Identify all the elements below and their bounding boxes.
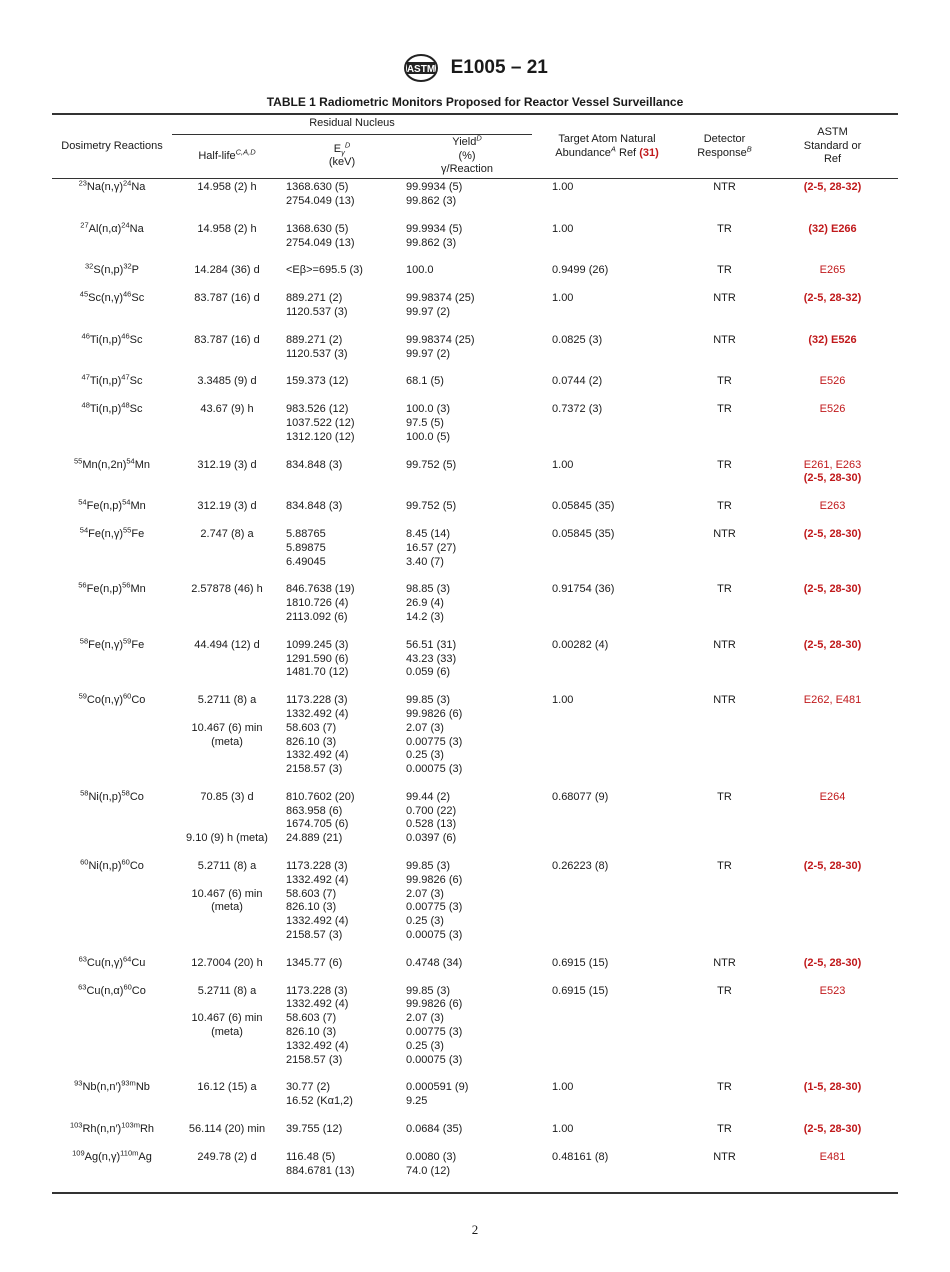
reaction-cell: $^{54}Fe(n,\gamma)^{55}Fe$ <box>79 525 145 540</box>
yield-cell: 0.4748 (34) <box>406 956 463 969</box>
half-life-cell: 43.67 (9) h <box>200 403 254 416</box>
energy-cell: 846.7638 (19) 1810.726 (4) 2113.092 (6) <box>286 583 355 623</box>
detector-cell: TR <box>717 1123 732 1136</box>
detector-cell: NTR <box>713 694 736 707</box>
reaction-cell: $^{58}Fe(n,\gamma)^{59}Fe$ <box>79 636 145 651</box>
astm-ref-cell: (32) E266 <box>808 222 857 235</box>
half-life-cell: 12.7004 (20) h <box>191 956 263 969</box>
yield-cell: 0.0684 (35) <box>406 1123 463 1136</box>
table-row <box>52 459 898 501</box>
reaction-cell: $^{32}S(n,p)^{32}P$ <box>84 261 139 277</box>
half-life-cell: 56.114 (20) min <box>188 1123 266 1136</box>
energy-cell: 889.271 (2) 1120.537 (3) <box>286 292 348 318</box>
reaction-cell: $^{23}Na(n,\gamma)^{24}Na$ <box>78 178 146 194</box>
reaction-cell: $^{63}Cu(n,\alpha)^{60}Co$ <box>78 982 146 997</box>
yield-cell: 99.44 (2) 0.700 (22) 0.528 (13) 0.0397 (6) <box>406 790 457 845</box>
reaction-cell: $^{63}Cu(n,\gamma)^{64}Cu$ <box>78 954 146 969</box>
energy-cell: 39.755 (12) <box>286 1123 343 1136</box>
yield-cell: 56.51 (31) 43.23 (33) 0.059 (6) <box>406 638 457 679</box>
table-row <box>52 375 898 403</box>
reaction-cell: $^{46}Ti(n,p)^{46}Sc$ <box>81 331 143 346</box>
half-life-cell: 70.85 (3) d 9.10 (9) h (meta) <box>186 790 268 845</box>
abundance-cell: 0.7372 (3) <box>552 403 603 416</box>
reaction-cell: $^{27}Al(n,\alpha)^{24}Na$ <box>80 220 144 235</box>
detector-cell: NTR <box>713 956 736 969</box>
yield-cell: 99.85 (3) 99.9826 (6) 2.07 (3) 0.00775 (3) 0.25 (3) 0.00075 (3) <box>406 984 463 1066</box>
table-title: TABLE 1 Radiometric Monitors Proposed for Reactor Vessel Surveillance <box>266 95 684 109</box>
detector-cell: TR <box>717 222 732 235</box>
table-body <box>52 179 898 1194</box>
table-row <box>52 583 898 638</box>
half-life-cell: 2.57878 (46) h <box>191 583 263 596</box>
yield-cell: 98.85 (3) 26.9 (4) 14.2 (3) <box>406 583 451 623</box>
abundance-cell: 0.68077 (9) <box>552 790 609 803</box>
abundance-cell: 1.00 <box>552 458 574 471</box>
yield-cell: 0.000591 (9) 9.25 <box>406 1081 469 1108</box>
energy-cell: 983.526 (12) 1037.522 (12) 1312.120 (12) <box>286 403 355 443</box>
astm-ref-cell: E263 <box>819 500 846 513</box>
energy-cell: 1368.630 (5) 2754.049 (13) <box>286 222 355 249</box>
abundance-cell: 0.05845 (35) <box>552 500 615 513</box>
energy-cell: 1368.630 (5) 2754.049 (13) <box>286 181 355 207</box>
energy-cell: 810.7602 (20) 863.958 (6) 1674.705 (6) 24.889 (21) <box>286 790 355 845</box>
energy-cell: <Eβ>=695.5 (3) <box>286 264 363 277</box>
detector-cell: TR <box>717 500 732 513</box>
yield-cell: 100.0 (3) 97.5 (5) 100.0 (5) <box>406 403 451 443</box>
table-row <box>52 500 898 528</box>
astm-ref-cell: (2-5, 28-30) <box>803 583 862 596</box>
half-life-cell: 5.2711 (8) a 10.467 (6) min (meta) <box>191 860 263 914</box>
yield-cell: 0.0080 (3) 74.0 (12) <box>406 1150 457 1177</box>
reaction-cell: $^{59}Co(n,\gamma)^{60}Co$ <box>78 691 146 707</box>
abundance-cell: 0.6915 (15) <box>552 984 609 997</box>
energy-cell: 834.848 (3) <box>286 458 343 471</box>
reaction-cell: $^{109}Ag(n,\gamma)^{110m}Ag$ <box>72 1148 152 1163</box>
astm-ref-cell: (2-5, 28-30) <box>803 638 862 651</box>
abundance-cell: 0.6915 (15) <box>552 956 609 969</box>
reaction-cell: $^{45}Sc(n,\gamma)^{46}Sc$ <box>79 289 145 305</box>
table-row <box>52 528 898 583</box>
yield-cell: 99.98374 (25) 99.97 (2) <box>406 292 475 318</box>
col-energy: $E_\gamma^D$ (keV) <box>328 140 356 169</box>
half-life-cell: 2.747 (8) a <box>200 527 254 540</box>
abundance-cell: 0.9499 (26) <box>552 264 609 277</box>
detector-cell: TR <box>717 375 732 388</box>
astm-ref-cell: (32) E526 <box>808 333 857 346</box>
detector-cell: NTR <box>713 292 736 305</box>
detector-cell: TR <box>717 264 732 277</box>
table-row <box>52 1081 898 1123</box>
reaction-cell: $^{103}Rh(n,n')^{103m}Rh$ <box>69 1120 155 1136</box>
detector-cell: NTR <box>713 638 736 651</box>
abundance-cell: 1.00 <box>552 694 574 707</box>
table-row <box>52 334 898 376</box>
detector-cell: TR <box>717 583 732 596</box>
table-row <box>52 223 898 265</box>
col-astm-standard: ASTM Standard or Ref <box>803 125 862 166</box>
table-row <box>52 791 898 860</box>
table-row <box>52 860 898 957</box>
reaction-cell: $^{60}Ni(n,p)^{60}Co$ <box>80 857 144 873</box>
astm-ref-cell: (2-5, 28-30) <box>803 956 862 969</box>
col-yield: Yield$^D$ (%) γ/Reaction <box>441 133 493 176</box>
astm-ref-cell: E526 <box>819 375 846 388</box>
energy-cell: 834.848 (3) <box>286 500 343 513</box>
detector-cell: TR <box>717 984 732 997</box>
table-row <box>52 957 898 985</box>
abundance-cell: 1.00 <box>552 1081 574 1094</box>
table-row <box>52 403 898 458</box>
yield-cell: 99.85 (3) 99.9826 (6) 2.07 (3) 0.00775 (3) 0.25 (3) 0.00075 (3) <box>406 860 463 942</box>
half-life-cell: 14.958 (2) h <box>197 222 257 235</box>
astm-ref-cell: E523 <box>819 984 846 997</box>
reaction-cell: $^{93}Nb(n,n')^{93m}Nb$ <box>74 1078 150 1094</box>
reaction-cell: $^{56}Fe(n,p)^{56}Mn$ <box>78 580 146 596</box>
document-id: E1005 – 21 <box>450 57 548 78</box>
astm-ref-cell: E526 <box>819 403 846 416</box>
astm-ref-cell: (2-5, 28-32) <box>803 292 862 305</box>
abundance-cell: 1.00 <box>552 181 574 194</box>
radiometric-monitors-table <box>52 113 898 1194</box>
reaction-cell: $^{48}Ti(n,p)^{48}Sc$ <box>81 400 143 416</box>
col-detector-response: Detector Response$^B$ <box>697 132 752 159</box>
table-row <box>52 1123 898 1151</box>
astm-ref-cell: (1-5, 28-30) <box>803 1081 862 1094</box>
yield-cell: 68.1 (5) <box>406 375 444 388</box>
half-life-cell: 5.2711 (8) a 10.467 (6) min (meta) <box>191 984 263 1039</box>
half-life-cell: 312.19 (3) d <box>197 458 257 471</box>
abundance-cell: 1.00 <box>552 292 574 305</box>
table-row <box>52 694 898 791</box>
detector-cell: TR <box>717 403 732 416</box>
detector-cell: TR <box>717 790 732 803</box>
astm-ref-cell: E481 <box>819 1150 846 1163</box>
page-number: 2 <box>471 1222 479 1237</box>
half-life-cell: 312.19 (3) d <box>197 500 257 513</box>
astm-ref-cell: E265 <box>819 264 846 277</box>
reaction-cell: $^{55}Mn(n,2n)^{54}Mn$ <box>73 455 150 471</box>
half-life-cell: 44.494 (12) d <box>194 638 260 651</box>
half-life-cell: 16.12 (15) a <box>197 1081 257 1094</box>
half-life-cell: 14.284 (36) d <box>194 264 260 277</box>
energy-cell: 889.271 (2) 1120.537 (3) <box>286 333 348 360</box>
table-row <box>52 1151 898 1194</box>
col-abundance: Target Atom Natural Abundance$^A$ Ref (31) <box>555 132 659 159</box>
reaction-cell: $^{58}Ni(n,p)^{58}Co$ <box>80 788 144 803</box>
energy-cell: 1099.245 (3) 1291.590 (6) 1481.70 (12) <box>286 638 349 679</box>
reaction-cell: $^{54}Fe(n,p)^{54}Mn$ <box>78 497 146 513</box>
detector-cell: NTR <box>713 1150 736 1163</box>
half-life-cell: 249.78 (2) d <box>197 1150 257 1163</box>
table-row <box>52 264 898 292</box>
energy-cell: 159.373 (12) <box>286 375 349 388</box>
yield-cell: 99.9934 (5) 99.862 (3) <box>406 222 463 249</box>
abundance-cell: 0.00282 (4) <box>552 638 609 651</box>
table-row <box>52 985 898 1082</box>
col-group-residual-nucleus: Residual Nucleus <box>172 114 532 134</box>
abundance-cell: 1.00 <box>552 1123 574 1136</box>
astm-ref-cell: (2-5, 28-30) <box>803 860 862 873</box>
half-life-cell: 83.787 (16) d <box>194 292 260 305</box>
detector-cell: TR <box>717 458 732 471</box>
abundance-cell: 0.91754 (36) <box>552 583 615 596</box>
half-life-cell: 5.2711 (8) a 10.467 (6) min (meta) <box>191 694 263 748</box>
detector-cell: NTR <box>713 527 736 540</box>
energy-cell: 30.77 (2) 16.52 (Kα1,2) <box>286 1081 353 1108</box>
half-life-cell: 83.787 (16) d <box>194 333 260 346</box>
energy-cell: 116.48 (5) 884.6781 (13) <box>286 1150 355 1177</box>
energy-cell: 1345.77 (6) <box>286 956 343 969</box>
table-row <box>52 179 898 223</box>
abundance-cell: 0.26223 (8) <box>552 860 609 873</box>
abundance-cell: 1.00 <box>552 222 574 235</box>
detector-cell: TR <box>717 860 732 873</box>
energy-cell: 1173.228 (3) 1332.492 (4) 58.603 (7) 826.10 (3) 1332.492 (4) 2158.57 (3) <box>286 694 349 776</box>
yield-cell: 99.752 (5) <box>406 500 457 513</box>
yield-cell: 99.98374 (25) 99.97 (2) <box>406 333 475 360</box>
astm-ref-cell: E261, E263 (2-5, 28-30) <box>803 458 862 485</box>
yield-cell: 99.752 (5) <box>406 458 457 471</box>
half-life-cell: 3.3485 (9) d <box>197 375 257 388</box>
energy-cell: 5.88765 5.89875 6.49045 <box>286 527 326 568</box>
table-row <box>52 639 898 694</box>
yield-cell: 8.45 (14) 16.57 (27) 3.40 (7) <box>406 527 457 568</box>
table-row <box>52 292 898 334</box>
detector-cell: NTR <box>713 333 736 346</box>
energy-cell: 1173.228 (3) 1332.492 (4) 58.603 (7) 826.10 (3) 1332.492 (4) 2158.57 (3) <box>286 984 349 1066</box>
yield-cell: 99.85 (3) 99.9826 (6) 2.07 (3) 0.00775 (3) 0.25 (3) 0.00075 (3) <box>406 694 463 776</box>
astm-ref-cell: E264 <box>819 790 846 803</box>
svg-text:ASTM: ASTM <box>407 64 436 75</box>
astm-ref-cell: (2-5, 28-32) <box>803 181 862 194</box>
abundance-cell: 0.48161 (8) <box>552 1150 609 1163</box>
abundance-cell: 0.0825 (3) <box>552 333 603 346</box>
abundance-cell: 0.05845 (35) <box>552 527 615 540</box>
astm-ref-cell: (2-5, 28-30) <box>803 527 862 540</box>
detector-cell: TR <box>717 1081 732 1094</box>
astm-logo-icon <box>402 52 440 84</box>
page-header <box>0 52 950 84</box>
astm-ref-cell: E262, E481 <box>803 694 862 707</box>
abundance-cell: 0.0744 (2) <box>552 375 603 388</box>
half-life-cell: 14.958 (2) h <box>197 181 257 194</box>
detector-cell: NTR <box>713 181 736 194</box>
col-dosimetry-reactions: Dosimetry Reactions <box>61 139 163 152</box>
col-half-life: Half-life$^{C,A,D}$ <box>198 146 256 162</box>
reaction-cell: $^{47}Ti(n,p)^{47}Sc$ <box>81 372 143 388</box>
astm-ref-cell: (2-5, 28-30) <box>803 1123 862 1136</box>
yield-cell: 99.9934 (5) 99.862 (3) <box>406 181 463 207</box>
energy-cell: 1173.228 (3) 1332.492 (4) 58.603 (7) 826.10 (3) 1332.492 (4) 2158.57 (3) <box>286 860 349 942</box>
yield-cell: 100.0 <box>406 264 434 277</box>
